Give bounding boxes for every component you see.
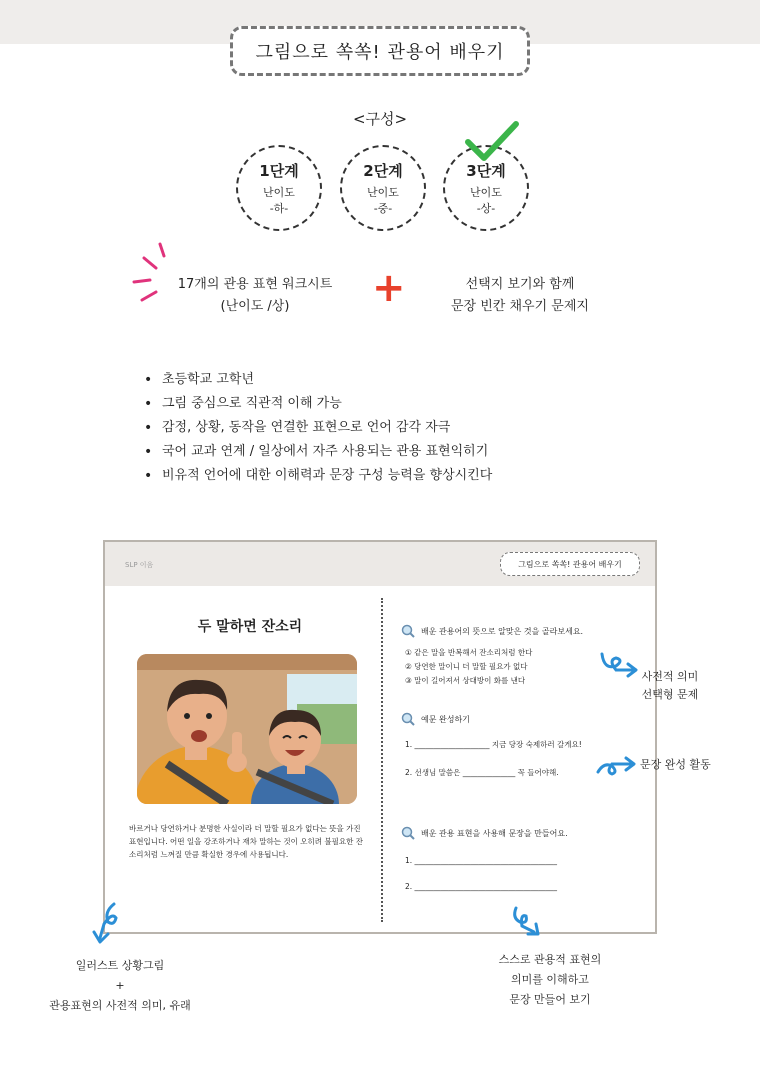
- worksheet-question-2: [401, 712, 470, 726]
- sentence-line-1: 1. ______________________________________: [405, 856, 558, 865]
- plus-icon: +: [372, 265, 406, 311]
- structure-heading: <구성>: [352, 110, 408, 128]
- fill-blank-2: 2. 선생님 말씀은 ______________ 꼭 들어야해.: [405, 768, 559, 777]
- bottom-left-line2: 관용표현의 사전적 의미, 유래: [49, 999, 191, 1012]
- arrow-icon: [508, 904, 548, 938]
- bullet-item: • 그림 중심으로 직관적 이해 가능: [140, 392, 492, 416]
- bullet-item: • 초등학교 고학년: [140, 368, 492, 392]
- bullet-item: • 국어 교과 연계 / 일상에서 자주 사용되는 관용 표현익히기: [140, 440, 492, 464]
- bottom-note-left: [30, 956, 210, 1016]
- sentence-line-2: 2. ______________________________________: [405, 882, 558, 891]
- worksheet-preview: [103, 540, 657, 934]
- worksheet-title-chip: [500, 552, 640, 576]
- stage-1-level-label: 난이도: [263, 185, 295, 199]
- question-3-text: 배운 관용 표현을 사용해 문장을 만들어요.: [421, 828, 568, 838]
- feature-bullets: [140, 368, 492, 488]
- bottom-right-line1: 스스로 관용적 표현의: [498, 953, 602, 966]
- stage-3-level: -상-: [476, 201, 496, 215]
- stage-2-circle: [340, 145, 426, 231]
- page-title-text: 그림으로 쏙쏙! 관용어 배우기: [255, 42, 505, 63]
- feature-left-line2: (난이도 /상): [220, 299, 290, 314]
- stage-1-level: -하-: [269, 201, 289, 215]
- magnifier-icon: [401, 624, 415, 638]
- fill-blank-1: 1. ____________________ 지금 당장 숙제하러 갈게요!: [405, 740, 582, 749]
- bottom-note-right: [470, 950, 630, 1010]
- magnifier-icon: [401, 826, 415, 840]
- worksheet-brand: SLP 이음: [125, 561, 154, 569]
- bullet-item: • 감정, 상황, 동작을 연결한 표현으로 언어 감각 자극: [140, 416, 492, 440]
- bottom-left-line1: 일러스트 상황그림: [75, 959, 165, 972]
- worksheet-divider: [381, 598, 383, 922]
- worksheet-question-3: [401, 826, 568, 840]
- worksheet-meaning-text: 바르거나 당연하거나 분명한 사실이라 더 말할 필요가 없다는 뜻을 가진 표현입니다. 어떤 일을 강조하거나 재차 말하는 것이 오히려 불필요한 잔소리처럼 느껴질 만큼 확실한 경우에 사용됩니다.: [129, 824, 363, 859]
- stage-3-step: 3단계: [466, 161, 506, 180]
- feature-left: [150, 274, 360, 318]
- question-2-text: 예문 완성하기: [421, 714, 470, 724]
- stage-3-level-label: 난이도: [470, 185, 502, 199]
- feature-right: [425, 274, 615, 318]
- page-title: [230, 26, 530, 76]
- option-3: ③ 말이 길어져서 상대방이 화를 낸다: [405, 676, 526, 685]
- worksheet-chip-text: 그림으로 쏙쏙! 관용어 배우기: [518, 559, 622, 569]
- feature-right-line1: 선택지 보기와 함께: [465, 277, 575, 292]
- bottom-right-line2: 의미를 이해하고: [511, 973, 589, 986]
- stage-2-level-label: 난이도: [367, 185, 399, 199]
- question-1-text: 배운 관용어의 뜻으로 알맞은 것을 골라보세요.: [421, 626, 584, 636]
- car-scene-illustration: [137, 654, 357, 804]
- feature-left-line1: 17개의 관용 표현 워크시트: [177, 277, 333, 292]
- stage-2-level: -중-: [373, 201, 393, 215]
- bottom-left-plus: +: [115, 979, 125, 992]
- annotation-meaning: [630, 668, 710, 704]
- annotation-meaning-line1: 사전적 의미: [641, 670, 699, 683]
- option-1: ① 같은 말을 반복해서 잔소리처럼 한다: [405, 648, 533, 657]
- option-2: ② 당연한 말이니 더 말할 필요가 없다: [405, 662, 528, 671]
- worksheet-illustration: [137, 654, 357, 804]
- magnifier-icon: [401, 712, 415, 726]
- stage-1-step: 1단계: [259, 161, 299, 180]
- arrow-icon: [90, 900, 124, 946]
- worksheet-idiom-title: 두 말하면 잔소리: [197, 619, 303, 635]
- annotation-meaning-line2: 선택형 문제: [641, 688, 699, 701]
- feature-right-line2: 문장 빈칸 채우기 문제지: [451, 299, 589, 314]
- bullet-item: • 비유적 언어에 대한 이해력과 문장 구성 능력을 향상시킨다: [140, 464, 492, 488]
- stage-2-step: 2단계: [363, 161, 403, 180]
- worksheet-question-1: [401, 624, 583, 638]
- annotation-sentence: 문장 완성 활동: [640, 758, 711, 771]
- bottom-right-line3: 문장 만들어 보기: [509, 993, 591, 1006]
- arrow-icon: [594, 754, 640, 780]
- check-icon: [462, 118, 522, 166]
- stage-1-circle: [236, 145, 322, 231]
